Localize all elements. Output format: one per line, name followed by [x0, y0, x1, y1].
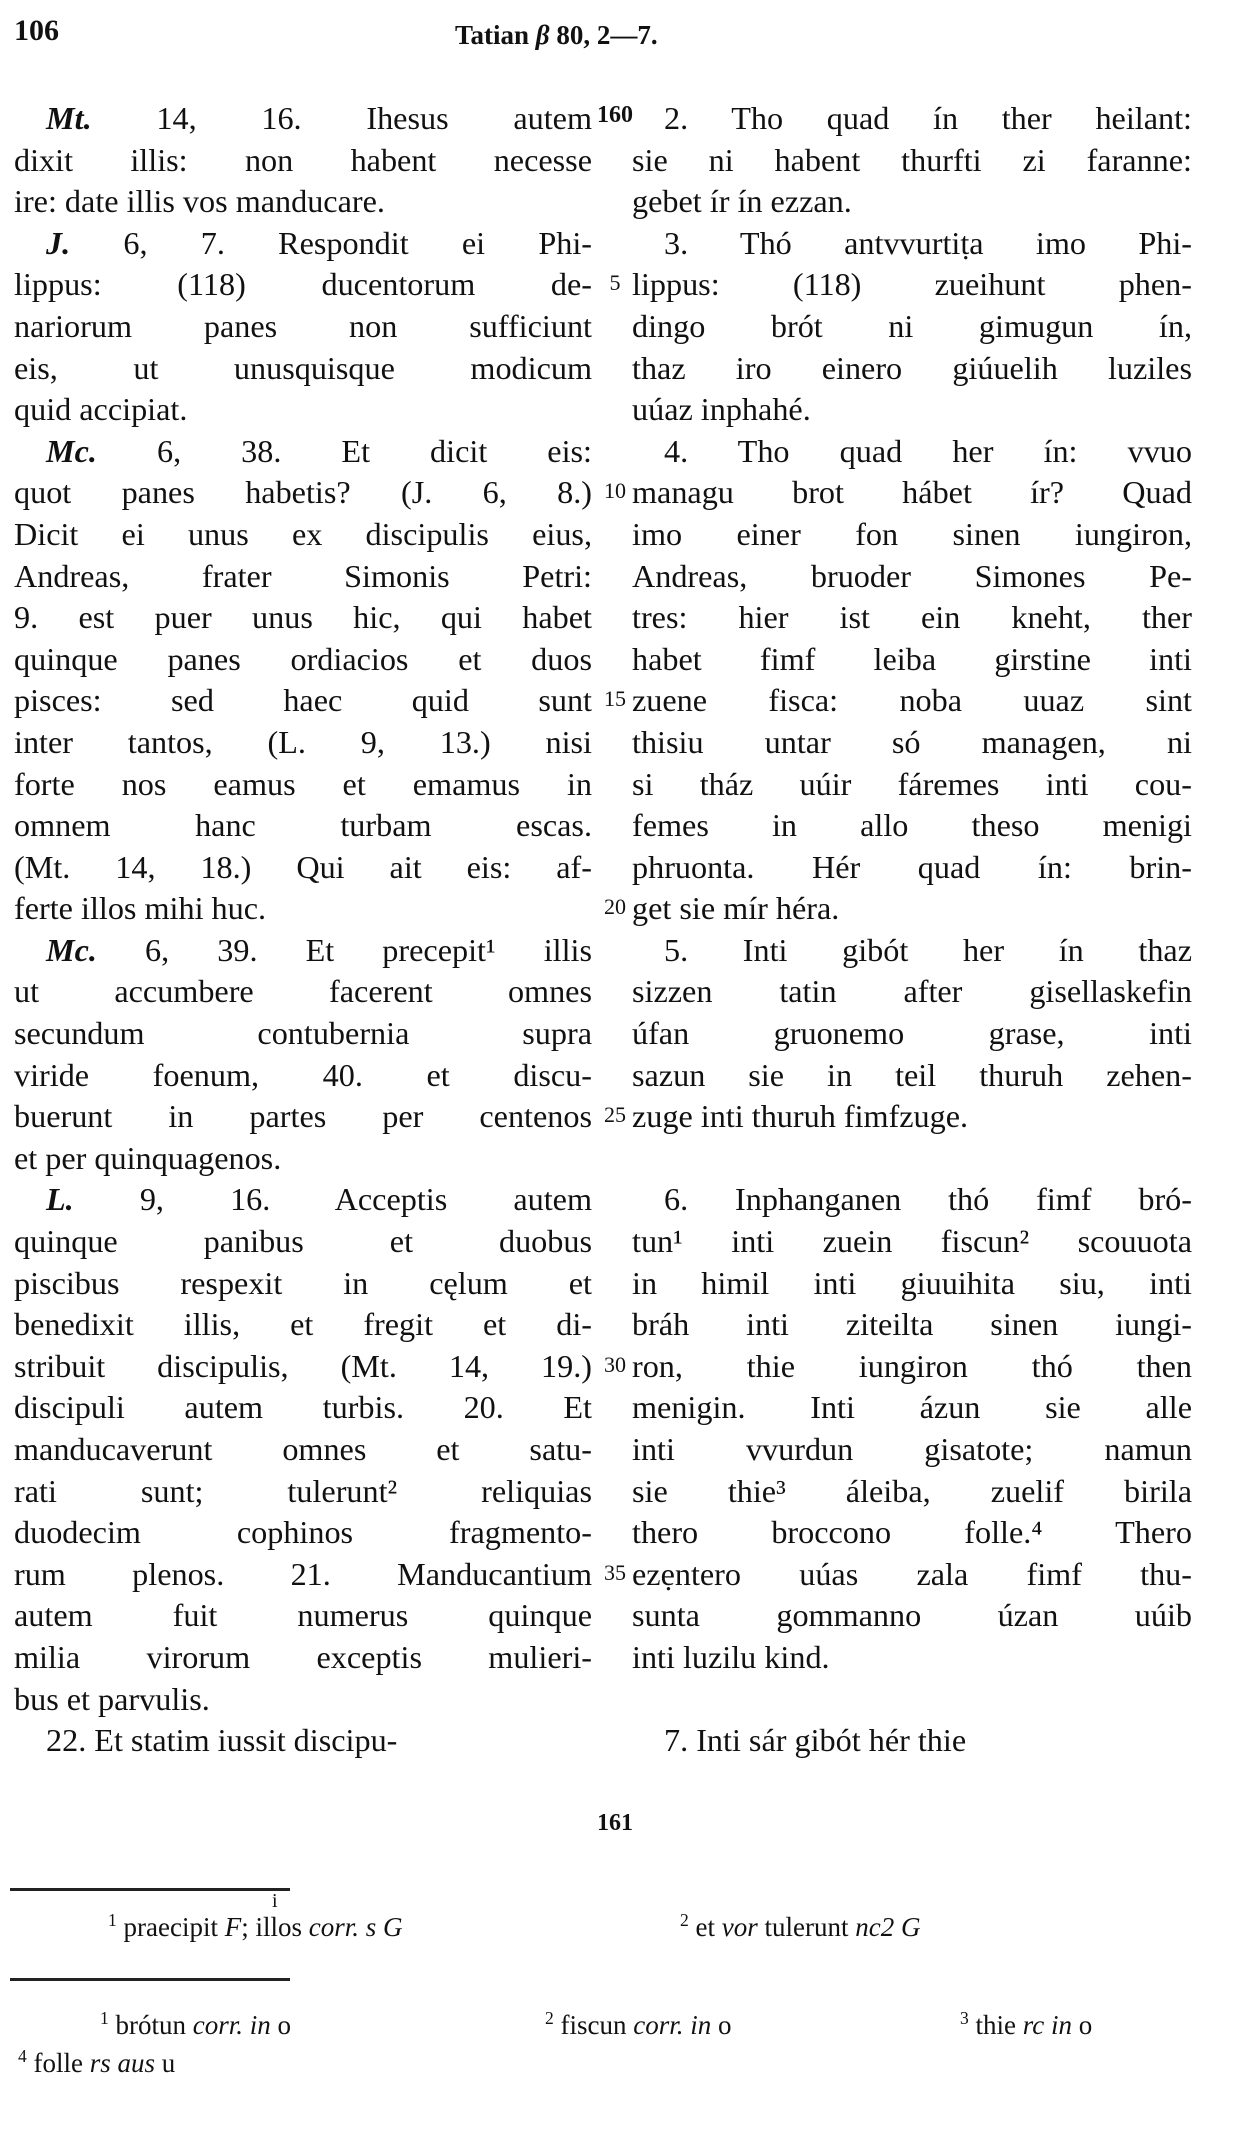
footnote-rule-ohg — [10, 1978, 290, 1981]
latin-line — [14, 1221, 592, 1263]
ohg-line: get sie mír héra. — [632, 890, 840, 927]
running-title-section: 80, 2—7. — [556, 20, 658, 50]
latin-line-text: nariorum panes non sufficiunt — [14, 307, 592, 344]
old-high-german-column — [632, 98, 1192, 1762]
latin-line — [14, 639, 592, 681]
latin-line-text: stribuit discipulis, (Mt. 14, 19.) — [14, 1347, 592, 1384]
latin-line-text: 9. est puer unus hic, qui habet — [14, 599, 592, 636]
latin-line-text: benedixit illis, et fregit et di- — [14, 1306, 592, 1343]
footnote-superscript-correction: i — [271, 1890, 278, 1912]
latin-line — [14, 930, 592, 972]
latin-line — [14, 722, 592, 764]
ohg-line: sie ni habent thurfti zi faranne: — [632, 141, 1192, 178]
footnote-ohg-1 — [100, 2010, 291, 2041]
latin-line-text: inter tantos, (L. 9, 13.) nisi — [14, 723, 592, 760]
ohg-line: si tház uúir fáremes inti cou- — [632, 765, 1192, 802]
ohg-line: 2. Tho quad ín ther heilant: — [664, 100, 1192, 136]
latin-line-text: piscibus respexit in cęlum et — [14, 1264, 592, 1301]
ohg-line: uúaz inphahé. — [632, 391, 811, 428]
latin-line-text: quot panes habetis? (J. 6, 8.) — [14, 474, 592, 511]
latin-line-text: ferte illos mihi huc. — [14, 890, 267, 927]
footnote-mark: 1 — [100, 2008, 109, 2028]
ohg-line: habet fimf leiba girstine inti — [632, 640, 1192, 677]
gospel-reference: Mc. — [46, 931, 97, 968]
footnote-text: brótun — [115, 2010, 187, 2040]
running-title-prefix: Tatian — [455, 20, 530, 50]
footnote-mark: 2 — [680, 1910, 689, 1930]
footnote-text: u — [161, 2048, 176, 2078]
latin-line-text: ut accumbere facerent omnes — [14, 973, 592, 1010]
latin-line — [14, 1512, 592, 1554]
page-mark-bottom: 161 — [597, 1810, 633, 1836]
latin-line — [14, 971, 592, 1013]
latin-line — [14, 348, 592, 390]
latin-line-text: discipuli autem turbis. 20. Et — [14, 1389, 592, 1426]
latin-line — [14, 1554, 592, 1596]
running-title — [455, 20, 658, 51]
ohg-line: 3. Thó antvvurtiṭa imo Phi- — [664, 224, 1192, 261]
footnote-ohg-2 — [545, 2010, 732, 2041]
ohg-line: Andreas, bruoder Simones Pe- — [632, 557, 1192, 594]
line-number: 15 — [604, 686, 626, 711]
latin-line-text: omnem hanc turbam escas. — [14, 807, 592, 844]
footnote-siglum: rc in — [1022, 2010, 1073, 2040]
ohg-line: zuge inti thuruh fimfzuge. — [632, 1098, 969, 1135]
page-mark-top: 160 — [597, 102, 633, 128]
footnote-text: fiscun — [560, 2010, 627, 2040]
footnote-siglum: corr. s G — [308, 1912, 403, 1942]
latin-line — [14, 514, 592, 556]
latin-line-text: 9, 16. Acceptis autem — [73, 1181, 592, 1218]
latin-line-text: rum plenos. 21. Manducantium — [14, 1555, 592, 1592]
line-number: 5 — [609, 270, 621, 295]
ohg-line: ezẹntero uúas zala fimf thu- — [632, 1555, 1192, 1592]
latin-line-text: quinque panibus et duobus — [14, 1223, 592, 1260]
footnote-latin-2 — [680, 1912, 920, 1943]
footnote-text: o — [718, 2010, 732, 2040]
ohg-line: managu brot hábet ír? Quad — [632, 474, 1192, 511]
ohg-line: inti vvurdun gisatote; namun — [632, 1431, 1192, 1467]
ohg-line: sie thie³ áleiba, zuelif birila — [632, 1472, 1192, 1509]
running-title-siglum: β — [535, 20, 550, 50]
footnote-text: et — [695, 1912, 716, 1942]
latin-line-text: duodecim cophinos fragmento- — [14, 1514, 592, 1551]
footnote-siglum: vor — [721, 1912, 758, 1942]
ohg-line: tun¹ inti zuein fiscun² scouuota — [632, 1223, 1192, 1260]
latin-line — [14, 140, 592, 182]
latin-line — [14, 1679, 592, 1721]
latin-line — [14, 805, 592, 847]
latin-line — [14, 1096, 592, 1138]
latin-line-text: dixit illis: non habent necesse — [14, 141, 592, 178]
gospel-reference: L. — [46, 1181, 74, 1218]
latin-column — [14, 98, 592, 1762]
latin-line — [14, 431, 592, 473]
ohg-line: zuene fisca: noba uuaz sint — [632, 682, 1192, 719]
latin-line — [14, 556, 592, 598]
footnote-text: thie — [975, 2010, 1017, 2040]
latin-line-text: viride foenum, 40. et discu- — [14, 1056, 592, 1093]
ohg-line: thero broccono folle.⁴ Thero — [632, 1514, 1192, 1551]
footnote-siglum: corr. in — [192, 2010, 271, 2040]
ohg-line: sunta gommanno úzan uúib — [632, 1597, 1192, 1634]
ohg-line: dingo brót ni gimugun ín, — [632, 307, 1192, 344]
latin-line-text: (Mt. 14, 18.) Qui ait eis: af- — [14, 848, 592, 885]
latin-line — [14, 1471, 592, 1513]
latin-line-text: eis, ut unusquisque modicum — [14, 349, 592, 386]
latin-line-text: buerunt in partes per centenos — [14, 1098, 592, 1135]
latin-line — [14, 764, 592, 806]
footnote-ohg-4 — [18, 2048, 175, 2079]
footnote-siglum: F — [224, 1912, 242, 1942]
footnote-text: praecipit — [123, 1912, 218, 1942]
footnote-rule-latin — [10, 1888, 290, 1891]
footnote-text: ; illos — [241, 1912, 302, 1942]
latin-line-text: quinque panes ordiacios et duos — [14, 640, 592, 677]
line-number: 30 — [604, 1352, 626, 1377]
latin-line-text: 14, 16. Ihesus autem — [91, 100, 592, 136]
latin-line — [14, 1346, 592, 1388]
latin-line — [14, 472, 592, 514]
ohg-line: lippus: (118) zueihunt phen- — [632, 266, 1192, 303]
footnote-siglum: corr. in — [633, 2010, 712, 2040]
latin-line-text: 22. Et statim iussit discipu- — [46, 1722, 398, 1759]
ohg-line: inti luzilu kind. — [632, 1638, 830, 1675]
ohg-line: sazun sie in teil thuruh zehen- — [632, 1056, 1192, 1093]
ohg-line: úfan gruonemo grase, inti — [632, 1015, 1192, 1052]
footnote-text: folle — [33, 2048, 83, 2078]
ohg-line: sizzen tatin after gisellaskefin — [632, 973, 1192, 1010]
ohg-line: in himil inti giuuihita siu, inti — [632, 1264, 1192, 1301]
footnote-text: tulerunt — [764, 1912, 849, 1942]
ohg-line: thaz iro einero giúuelih luziles — [632, 349, 1192, 386]
footnote-ohg-3 — [960, 2010, 1092, 2041]
latin-line — [14, 389, 592, 431]
ohg-line: 7. Inti sár gibót hér thie — [664, 1722, 967, 1759]
line-number: 10 — [604, 478, 626, 503]
footnote-siglum: rs aus — [89, 2048, 156, 2078]
ohg-line: phruonta. Hér quad ín: brin- — [632, 848, 1192, 885]
latin-line-text: bus et parvulis. — [14, 1680, 210, 1717]
ohg-line: thisiu untar só managen, ni — [632, 723, 1192, 760]
ohg-line: ron, thie iungiron thó then — [632, 1347, 1192, 1384]
line-number: 20 — [604, 894, 626, 919]
latin-line — [14, 1263, 592, 1305]
gospel-reference: J. — [46, 224, 71, 261]
latin-line — [14, 306, 592, 348]
ohg-line: menigin. Inti ázun sie alle — [632, 1389, 1192, 1426]
latin-line-text: 6, 39. Et precepit¹ illis — [96, 931, 592, 968]
footnote-latin-1 — [108, 1890, 403, 1943]
latin-line — [14, 680, 592, 722]
footnote-mark: 4 — [18, 2046, 27, 2066]
ohg-line: gebet ír ín ezzan. — [632, 183, 852, 220]
running-header — [0, 14, 1244, 64]
latin-line — [14, 1637, 592, 1679]
footnote-text: o — [1078, 2010, 1093, 2040]
ohg-line: 5. Inti gibót her ín thaz — [664, 931, 1192, 968]
latin-line-text: manducaverunt omnes et satu- — [14, 1431, 592, 1467]
latin-line-text: 6, 38. Et dicit eis: — [96, 432, 592, 469]
latin-line — [14, 1720, 592, 1762]
line-number: 25 — [604, 1102, 626, 1127]
footnote-mark: 2 — [545, 2008, 554, 2028]
gospel-reference: Mc. — [46, 432, 97, 469]
latin-line — [14, 98, 592, 140]
latin-line — [14, 1138, 592, 1180]
latin-line-text: secundum contubernia supra — [14, 1015, 592, 1052]
latin-line — [14, 181, 592, 223]
latin-line-text: rati sunt; tulerunt² reliquias — [14, 1472, 592, 1509]
latin-line-text: Andreas, frater Simonis Petri: — [14, 557, 592, 594]
latin-line-text: pisces: sed haec quid sunt — [14, 682, 592, 719]
ohg-line: tres: hier ist ein kneht, ther — [632, 599, 1192, 636]
latin-line-text: forte nos eamus et emamus in — [14, 765, 592, 802]
footnote-mark: 1 — [108, 1910, 117, 1930]
footnote-mark: 3 — [960, 2008, 969, 2028]
latin-line-text: autem fuit numerus quinque — [14, 1597, 592, 1634]
ohg-line: femes in allo theso menigi — [632, 807, 1192, 844]
ohg-line: bráh inti ziteilta sinen iungi- — [632, 1306, 1192, 1343]
latin-line-text: quid accipiat. — [14, 391, 188, 428]
latin-line — [14, 1013, 592, 1055]
latin-line — [14, 264, 592, 306]
latin-line-text: et per quinquagenos. — [14, 1139, 282, 1176]
latin-line — [14, 1387, 592, 1429]
latin-line — [14, 1429, 592, 1471]
ohg-line: imo einer fon sinen iungiron, — [632, 515, 1192, 552]
latin-line-text: 6, 7. Respondit ei Phi- — [70, 224, 592, 261]
footnote-text: o — [277, 2010, 292, 2040]
gospel-reference: Mt. — [46, 100, 92, 136]
latin-line-text: Dicit ei unus ex discipulis eius, — [14, 515, 592, 552]
line-number: 35 — [604, 1560, 626, 1585]
latin-line — [14, 1304, 592, 1346]
latin-line-text: milia virorum exceptis mulieri- — [14, 1638, 592, 1675]
latin-line-text: ire: date illis vos manducare. — [14, 183, 385, 220]
page-number: 106 — [14, 14, 59, 47]
latin-line — [14, 223, 592, 265]
latin-line-text: lippus: (118) ducentorum de- — [14, 266, 592, 303]
footnote-siglum: nc2 G — [855, 1912, 921, 1942]
latin-line — [14, 1179, 592, 1221]
latin-line — [14, 847, 592, 889]
latin-line — [14, 888, 592, 930]
latin-line — [14, 597, 592, 639]
latin-line — [14, 1055, 592, 1097]
latin-line — [14, 1595, 592, 1637]
ohg-line: 6. Inphanganen thó fimf bró- — [664, 1181, 1192, 1218]
ohg-line: 4. Tho quad her ín: vvuo — [664, 432, 1192, 469]
